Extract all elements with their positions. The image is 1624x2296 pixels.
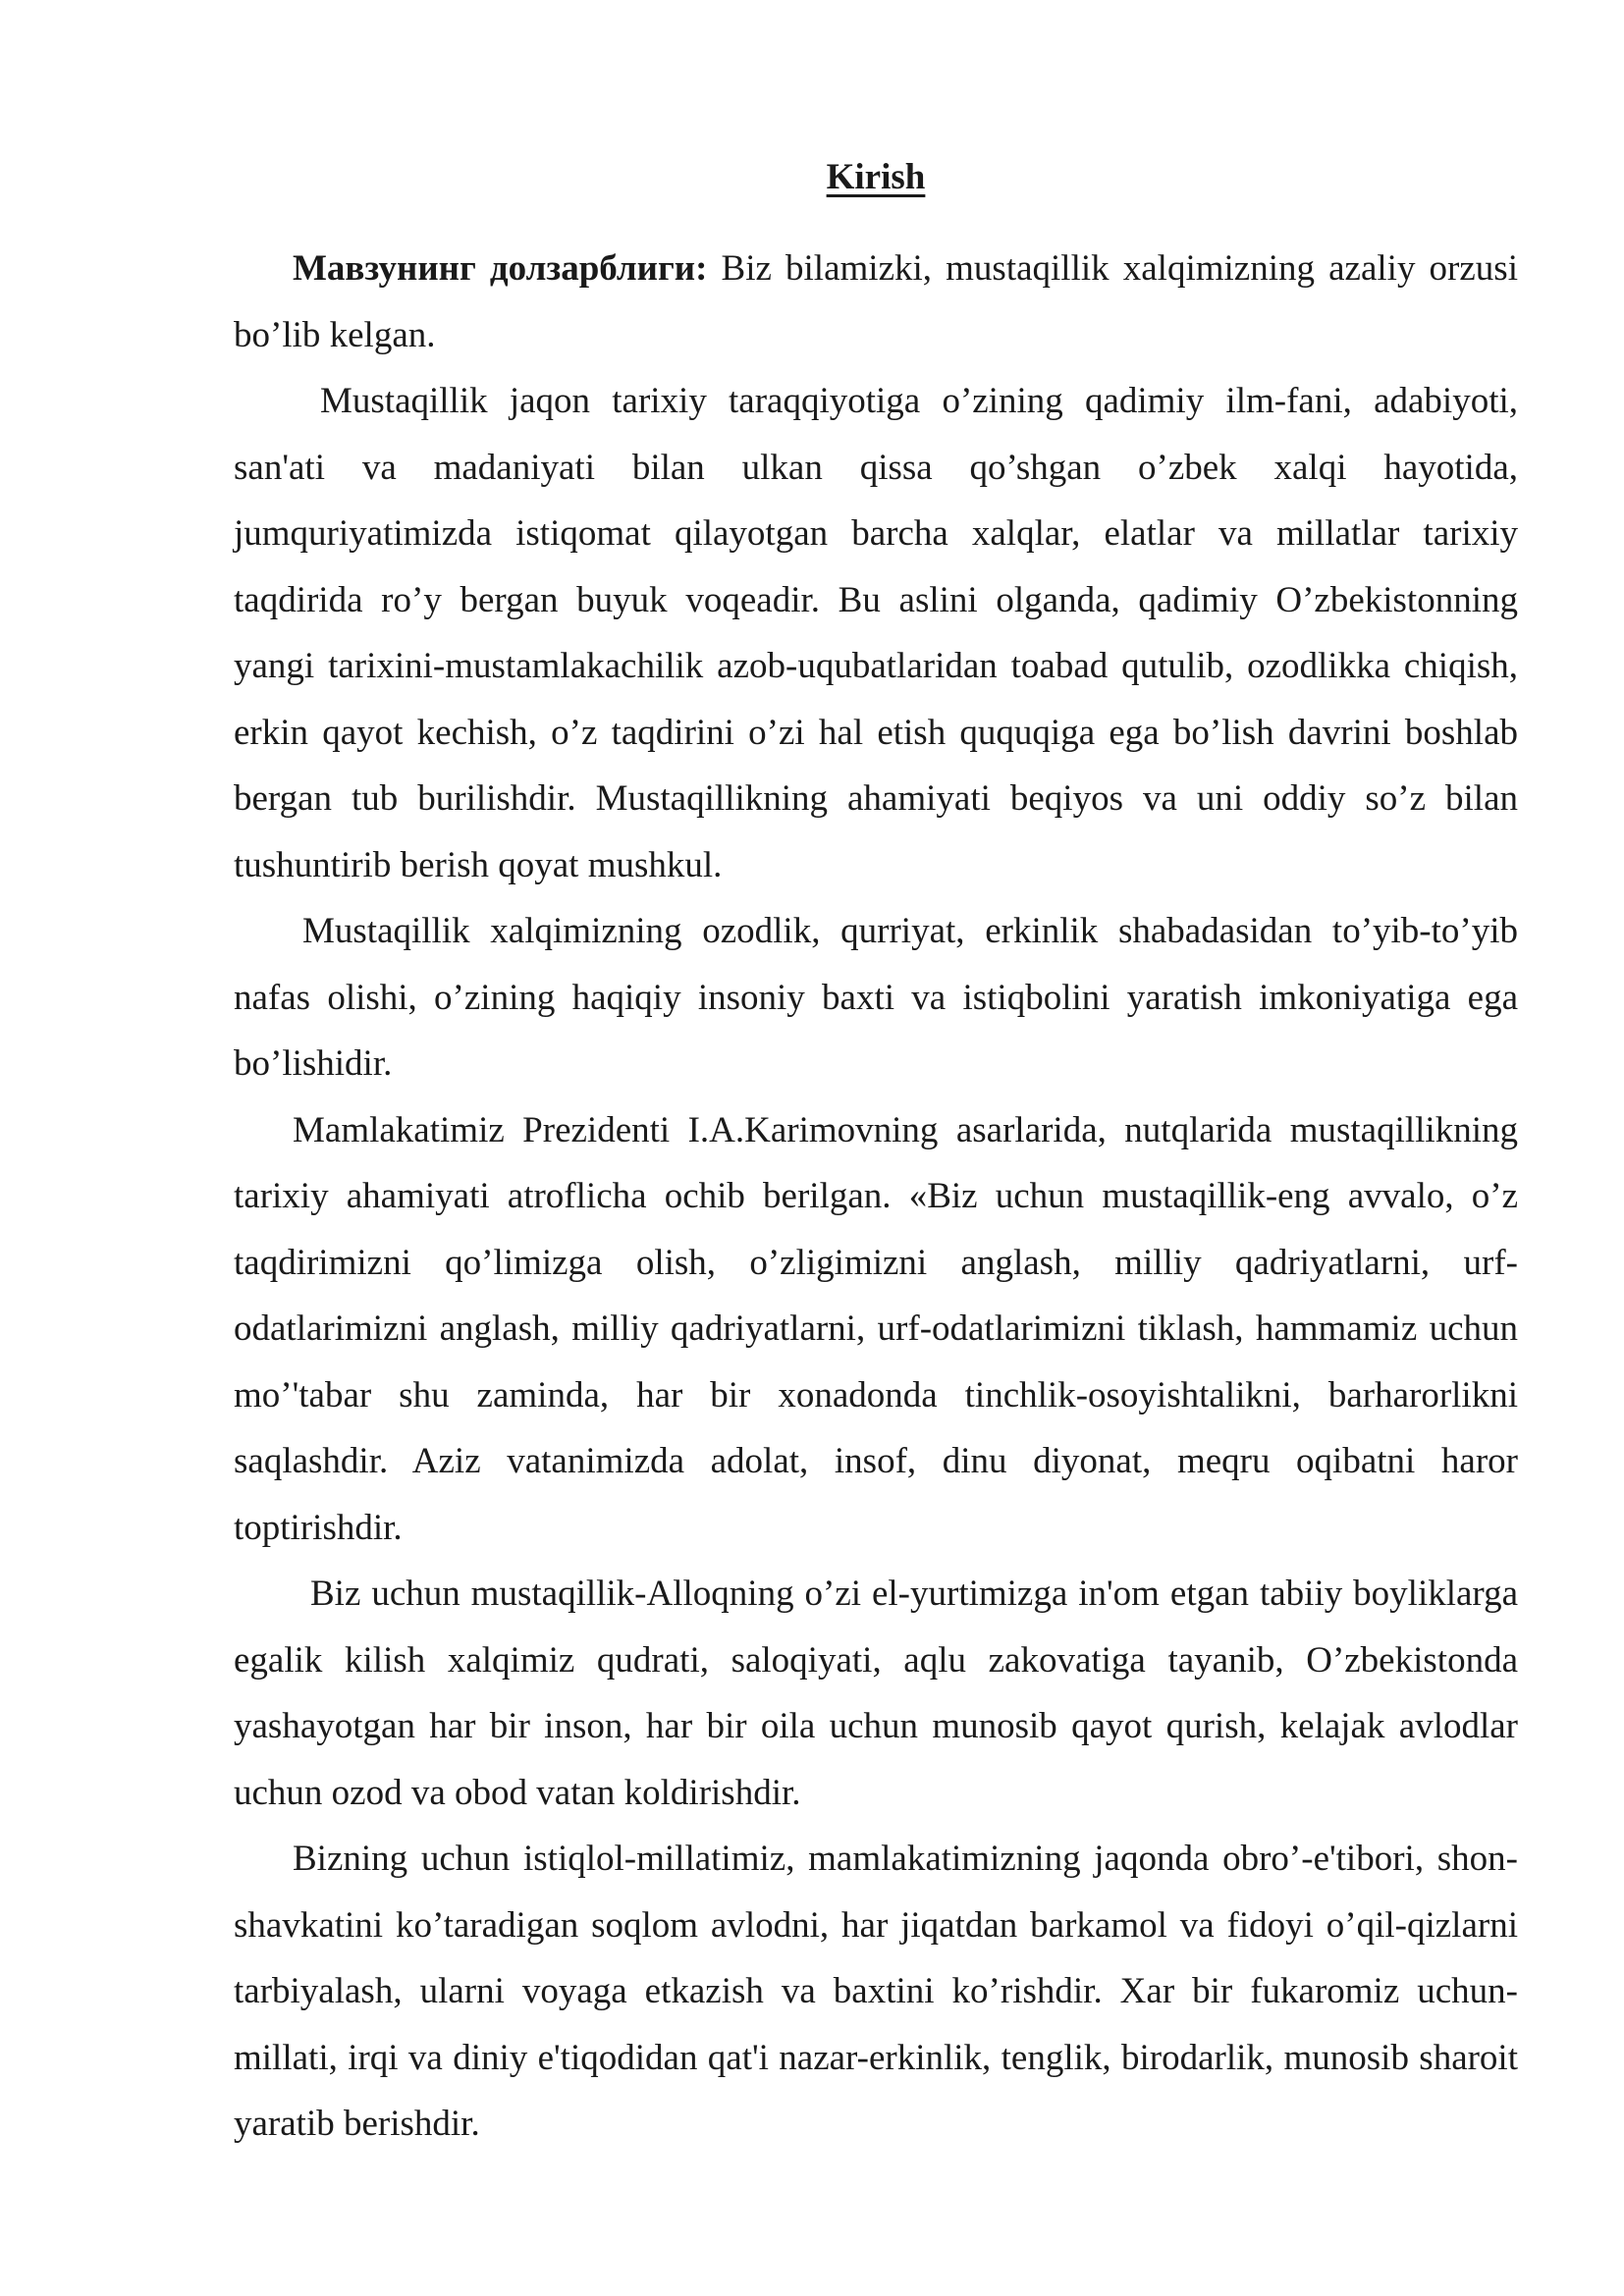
paragraph-natural-resources: Biz uchun mustaqillik-Alloqning o’zi el-yurtimizga in'om etgan tabiiy boyliklarga egalik kilish xalqimiz qudrati, saloqiyati, aqlu zakovatiga tayanib, O’zbekistonda yashayotgan har bir inson, har bir oila uchun munosib qayot qurish, kelajak avlodlar uchun ozod va obod vatan koldirishdir. [234, 1574, 1518, 1813]
paragraph-president-quote: Mamlakatimiz Prezidenti I.A.Karimovning asarlarida, nutqlarida mustaqillikning tarixiy ahamiyati atroflicha ochib berilgan. «Biz uchun mustaqillik-eng avvalo, o’z taqdirimizni qo’limizga olish, o’zligimizni anglash, milliy qadriyatlarni, urf-odatlarimizni anglash, milliy qadriyatlarni, urf-odatlarimizni tiklash, hammamiz uchun mo’'tabar shu zaminda, har bir xonadonda tinchlik-osoyishtalikni, barharorlikni saqlashdir. Aziz vatanimizda adolat, insof, dinu diyonat, meqru oqibatni haror toptirishdir. [234, 1109, 1518, 1548]
intro-paragraph [234, 236, 1518, 368]
topic-relevance-heading: Мавзунинг долзарблиги: [293, 248, 708, 289]
document-body [234, 147, 1518, 2158]
intro-text: Biz bilamizki, mustaqillik xalqimizning azaliy orzusi bo’lib kelgan. [234, 248, 1518, 355]
paragraph-national-prestige: Bizning uchun istiqlol-millatimiz, mamlakatimizning jaqonda obro’-e'tibori, shon-shavkatini ko’taradigan soqlom avlodni, har jiqatdan barkamol va fidoyi o’qil-qizlarni tarbiyalash, ularni voyaga etkazish va baxtini ko’rishdir. Xar bir fukaromiz uchun-millati, irqi va diniy e'tiqodidan qat'i nazar-erkinlik, tenglik, birodarlik, munosib sharoit yaratib berishdir. [234, 1839, 1518, 2144]
paragraph-independence-event: Mustaqillik jaqon tarixiy taraqqiyotiga o’zining qadimiy ilm-fani, adabiyoti, san'ati va madaniyati bilan ulkan qissa qo’shgan o’zbek xalqi hayotida, jumquriyatimizda istiqomat qilayotgan barcha xalqlar, elatlar va millatlar tarixiy taqdirida ro’y bergan buyuk voqeadir. Bu aslini olganda, qadimiy O’zbekistonning yangi tarixini-mustamlakachilik azob-uqubatlaridan toabad qutulib, ozodlikka chiqish, erkin qayot kechish, o’z taqdirini o’zi hal etish ququqiga ega bo’lish davrini boshlab bergan tub burilishdir. Mustaqillikning ahamiyati beqiyos va uni oddiy so’z bilan tushuntirib berish qoyat mushkul. [234, 381, 1518, 885]
page-title: Kirish [826, 157, 926, 197]
paragraph-independence-freedom: Mustaqillik xalqimizning ozodlik, qurriyat, erkinlik shabadasidan to’yib-to’yib nafas olishi, o’zining haqiqiy insoniy baxti va istiqbolini yaratish imkoniyatiga ega bo’lishidir. [234, 911, 1518, 1084]
